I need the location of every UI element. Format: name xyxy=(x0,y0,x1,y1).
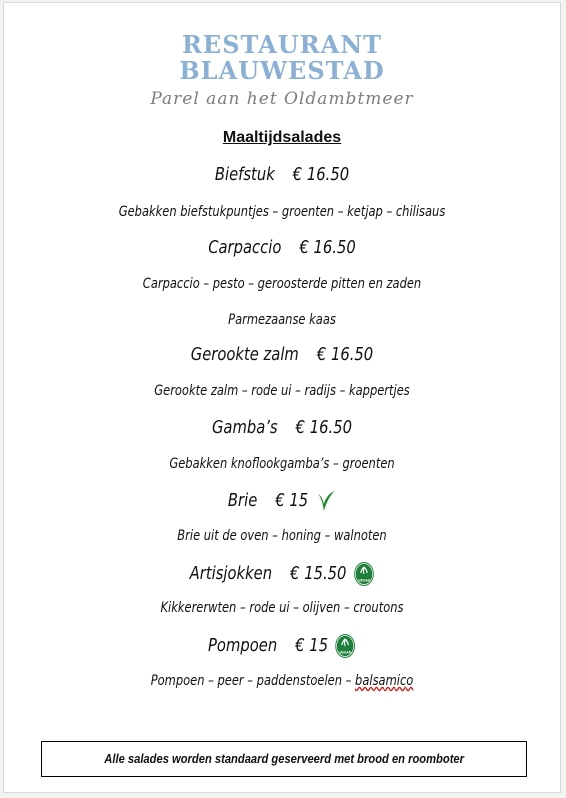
dish-description: Gerookte zalm – rode ui – radijs – kappertjes xyxy=(154,383,410,399)
menu-page xyxy=(3,2,561,793)
logo-tagline: Parel aan het Oldambtmeer xyxy=(150,89,414,109)
svg-text:VEGAN: VEGAN xyxy=(357,578,370,583)
spellcheck-flagged-word: balsamico xyxy=(355,673,414,689)
dish-description: Carpaccio – pesto – geroosterde pitten en zaden xyxy=(142,276,422,292)
dish-name: Biefstuk xyxy=(214,164,275,185)
dish-gambas xyxy=(54,417,510,438)
dish-description: Gebakken biefstukpuntjes – groenten – ketjap – chilisaus xyxy=(118,204,446,220)
dish-carpaccio xyxy=(54,237,510,258)
vegetarian-leaf-icon xyxy=(315,488,336,514)
vegan-badge-icon xyxy=(353,561,374,587)
dish-price: € 16.50 xyxy=(299,237,356,258)
dish-description: Brie uit de oven – honing – walnoten xyxy=(177,528,387,544)
dish-description xyxy=(54,673,510,689)
dish-price: € 15.50 xyxy=(290,563,347,584)
dish-artisjokken xyxy=(54,561,510,587)
menu-heading: Maaltijdsalades xyxy=(222,129,342,146)
footer-notice-box xyxy=(41,741,527,777)
dish-brie xyxy=(54,488,510,514)
dish-price: € 16.50 xyxy=(292,164,350,185)
footer-notice-text: Alle salades worden standaard geserveerd met brood en roomboter xyxy=(104,751,464,766)
dish-description: Kikkererwten – rode ui – olijven – croutons xyxy=(160,600,404,616)
dish-price: € 15 xyxy=(295,635,329,656)
dish-description-extra: Parmezaanse kaas xyxy=(228,312,336,328)
dish-name: Brie xyxy=(227,490,258,511)
logo-line-restaurant: RESTAURANT xyxy=(181,30,383,59)
logo-line-blauwestad: BLAUWESTAD xyxy=(179,56,385,85)
dish-gerookte-zalm xyxy=(54,344,510,365)
dish-pompoen xyxy=(54,633,510,659)
dish-name: Gamba’s xyxy=(211,417,278,438)
dish-price: € 16.50 xyxy=(295,417,353,438)
dish-name: Pompoen xyxy=(208,635,278,656)
dish-biefstuk xyxy=(54,164,510,185)
vegan-badge-icon xyxy=(335,633,356,659)
dish-name: Carpaccio xyxy=(208,237,282,258)
dish-name: Artisjokken xyxy=(189,563,273,584)
dish-name: Gerookte zalm xyxy=(190,344,299,365)
dish-price: € 16.50 xyxy=(316,344,374,365)
dish-description-text: Pompoen – peer – paddenstoelen – xyxy=(150,673,356,689)
dish-price: € 15 xyxy=(275,490,309,511)
dish-description: Gebakken knoflookgamba’s – groenten xyxy=(169,456,395,472)
svg-text:VEGAN: VEGAN xyxy=(339,650,352,655)
